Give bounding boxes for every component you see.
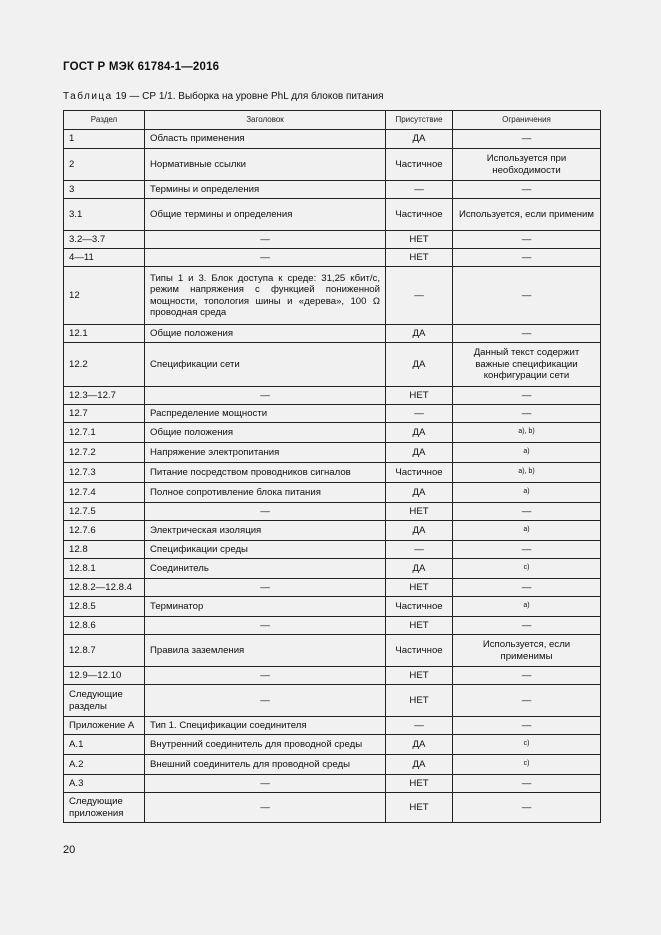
section-cell: А.1	[64, 735, 145, 755]
presence-cell: ДА	[386, 130, 453, 149]
presence-cell: —	[386, 717, 453, 735]
table-row	[64, 130, 601, 149]
section-cell: 2	[64, 149, 145, 181]
section-cell: Следующие приложения	[64, 793, 145, 823]
presence-cell: ДА	[386, 343, 453, 387]
table-row	[64, 521, 601, 541]
presence-cell: —	[386, 405, 453, 423]
section-cell: 12	[64, 267, 145, 325]
limits-cell: —	[453, 249, 601, 267]
title-cell: Соединитель	[145, 559, 386, 579]
title-cell: —	[145, 685, 386, 717]
limits-cell: c)	[453, 755, 601, 775]
limits-cell: —	[453, 667, 601, 685]
section-cell: А.3	[64, 775, 145, 793]
presence-cell: ДА	[386, 521, 453, 541]
section-cell: 12.7.2	[64, 443, 145, 463]
limits-cell: —	[453, 181, 601, 199]
limits-cell: —	[453, 267, 601, 325]
title-cell: Электрическая изоляция	[145, 521, 386, 541]
title-cell: Внутренний соединитель для проводной среды	[145, 735, 386, 755]
title-cell: —	[145, 793, 386, 823]
limits-cell: —	[453, 231, 601, 249]
title-cell: Полное сопротивление блока питания	[145, 483, 386, 503]
section-cell: 12.8.2—12.8.4	[64, 579, 145, 597]
limits-cell: —	[453, 405, 601, 423]
presence-cell: Частичное	[386, 463, 453, 483]
page-number: 20	[63, 844, 76, 856]
table-row	[64, 443, 601, 463]
section-cell: 3	[64, 181, 145, 199]
presence-cell: НЕТ	[386, 617, 453, 635]
section-cell: А.2	[64, 755, 145, 775]
limits-cell: —	[453, 130, 601, 149]
table-row	[64, 249, 601, 267]
section-cell: 12.8.5	[64, 597, 145, 617]
section-cell: 12.8.7	[64, 635, 145, 667]
table-row	[64, 735, 601, 755]
title-cell: Тип 1. Спецификации соединителя	[145, 717, 386, 735]
table-row	[64, 597, 601, 617]
title-cell: Область применения	[145, 130, 386, 149]
caption-prefix: Таблица	[63, 91, 113, 102]
limits-cell: —	[453, 503, 601, 521]
selection-table	[63, 110, 601, 823]
presence-cell: Частичное	[386, 597, 453, 617]
section-cell: 3.2—3.7	[64, 231, 145, 249]
limits-cell: —	[453, 541, 601, 559]
section-cell: 12.7.6	[64, 521, 145, 541]
table-row	[64, 267, 601, 325]
section-cell: 12.8.1	[64, 559, 145, 579]
limits-cell: —	[453, 579, 601, 597]
presence-cell: НЕТ	[386, 793, 453, 823]
section-cell: 12.3—12.7	[64, 387, 145, 405]
table-row	[64, 463, 601, 483]
section-cell: 3.1	[64, 199, 145, 231]
section-cell: 12.2	[64, 343, 145, 387]
presence-cell: НЕТ	[386, 387, 453, 405]
section-cell: 12.7.3	[64, 463, 145, 483]
title-cell: —	[145, 249, 386, 267]
section-cell: 1	[64, 130, 145, 149]
table-row	[64, 387, 601, 405]
presence-cell: —	[386, 267, 453, 325]
column-header-section: Раздел	[64, 111, 145, 130]
table-row	[64, 503, 601, 521]
limits-cell: Используется, если применим	[453, 199, 601, 231]
section-cell: 12.8	[64, 541, 145, 559]
title-cell: —	[145, 667, 386, 685]
table-row	[64, 423, 601, 443]
table-row	[64, 717, 601, 735]
title-cell: —	[145, 503, 386, 521]
presence-cell: НЕТ	[386, 685, 453, 717]
title-cell: Распределение мощности	[145, 405, 386, 423]
limits-cell: —	[453, 387, 601, 405]
table-row	[64, 685, 601, 717]
section-cell: 12.7.1	[64, 423, 145, 443]
table-header-row	[64, 111, 601, 130]
table-row	[64, 775, 601, 793]
presence-cell: —	[386, 541, 453, 559]
limits-cell: a), b)	[453, 463, 601, 483]
title-cell: —	[145, 387, 386, 405]
title-cell: Питание посредством проводников сигналов	[145, 463, 386, 483]
title-cell: Терминатор	[145, 597, 386, 617]
limits-cell: —	[453, 325, 601, 343]
limits-cell: —	[453, 717, 601, 735]
title-cell: Спецификации сети	[145, 343, 386, 387]
presence-cell: ДА	[386, 735, 453, 755]
limits-cell: Данный текст содержит важные спецификации конфигурации сети	[453, 343, 601, 387]
presence-cell: —	[386, 181, 453, 199]
caption-text: 19 — СР 1/1. Выборка на уровне PhL для блоков питания	[112, 91, 384, 102]
presence-cell: ДА	[386, 325, 453, 343]
presence-cell: ДА	[386, 559, 453, 579]
table-row	[64, 617, 601, 635]
table-row	[64, 635, 601, 667]
title-cell: Правила заземления	[145, 635, 386, 667]
presence-cell: ДА	[386, 483, 453, 503]
title-cell: Спецификации среды	[145, 541, 386, 559]
limits-cell: a)	[453, 443, 601, 463]
table-row	[64, 579, 601, 597]
presence-cell: ДА	[386, 423, 453, 443]
column-header-limits: Ограничения	[453, 111, 601, 130]
limits-cell: a)	[453, 597, 601, 617]
presence-cell: ДА	[386, 443, 453, 463]
table-row	[64, 483, 601, 503]
limits-cell: Используется, если применимы	[453, 635, 601, 667]
limits-cell: —	[453, 775, 601, 793]
presence-cell: Частичное	[386, 149, 453, 181]
presence-cell: НЕТ	[386, 579, 453, 597]
limits-cell: a), b)	[453, 423, 601, 443]
presence-cell: НЕТ	[386, 249, 453, 267]
limits-cell: —	[453, 793, 601, 823]
table-row	[64, 231, 601, 249]
table-caption	[63, 91, 384, 102]
table-row	[64, 405, 601, 423]
table-row	[64, 755, 601, 775]
limits-cell: a)	[453, 483, 601, 503]
table-row	[64, 149, 601, 181]
section-cell: 12.9—12.10	[64, 667, 145, 685]
limits-cell: c)	[453, 735, 601, 755]
presence-cell: Частичное	[386, 199, 453, 231]
section-cell: 12.7.4	[64, 483, 145, 503]
table-row	[64, 343, 601, 387]
title-cell: Нормативные ссылки	[145, 149, 386, 181]
limits-cell: a)	[453, 521, 601, 541]
section-cell: Приложение А	[64, 717, 145, 735]
table-row	[64, 325, 601, 343]
section-cell: 12.1	[64, 325, 145, 343]
column-header-presence: Присутствие	[386, 111, 453, 130]
presence-cell: НЕТ	[386, 667, 453, 685]
limits-cell: c)	[453, 559, 601, 579]
presence-cell: НЕТ	[386, 231, 453, 249]
section-cell: 4—11	[64, 249, 145, 267]
presence-cell: НЕТ	[386, 503, 453, 521]
table-row	[64, 793, 601, 823]
title-cell: —	[145, 775, 386, 793]
limits-cell: —	[453, 685, 601, 717]
title-cell: Общие термины и определения	[145, 199, 386, 231]
presence-cell: Частичное	[386, 635, 453, 667]
title-cell: Общие положения	[145, 325, 386, 343]
section-cell: Следующие разделы	[64, 685, 145, 717]
title-cell: —	[145, 231, 386, 249]
presence-cell: ДА	[386, 755, 453, 775]
table-row	[64, 541, 601, 559]
table-row	[64, 559, 601, 579]
column-header-title: Заголовок	[145, 111, 386, 130]
title-cell: Внешний соединитель для проводной среды	[145, 755, 386, 775]
limits-cell: —	[453, 617, 601, 635]
title-cell: Общие положения	[145, 423, 386, 443]
table-row	[64, 199, 601, 231]
title-cell: —	[145, 617, 386, 635]
section-cell: 12.7.5	[64, 503, 145, 521]
table-row	[64, 181, 601, 199]
title-cell: Напряжение электропитания	[145, 443, 386, 463]
document-header: ГОСТ Р МЭК 61784-1—2016	[63, 61, 220, 73]
title-cell: —	[145, 579, 386, 597]
title-cell: Типы 1 и 3. Блок доступа к среде: 31,25 кбит/с, режим напряжения с функцией пониженной мощности, топология шины и «дерева», 100 Ω проводная среда	[145, 267, 386, 325]
section-cell: 12.8.6	[64, 617, 145, 635]
title-cell: Термины и определения	[145, 181, 386, 199]
presence-cell: НЕТ	[386, 775, 453, 793]
limits-cell: Используется при необходимости	[453, 149, 601, 181]
section-cell: 12.7	[64, 405, 145, 423]
table-row	[64, 667, 601, 685]
